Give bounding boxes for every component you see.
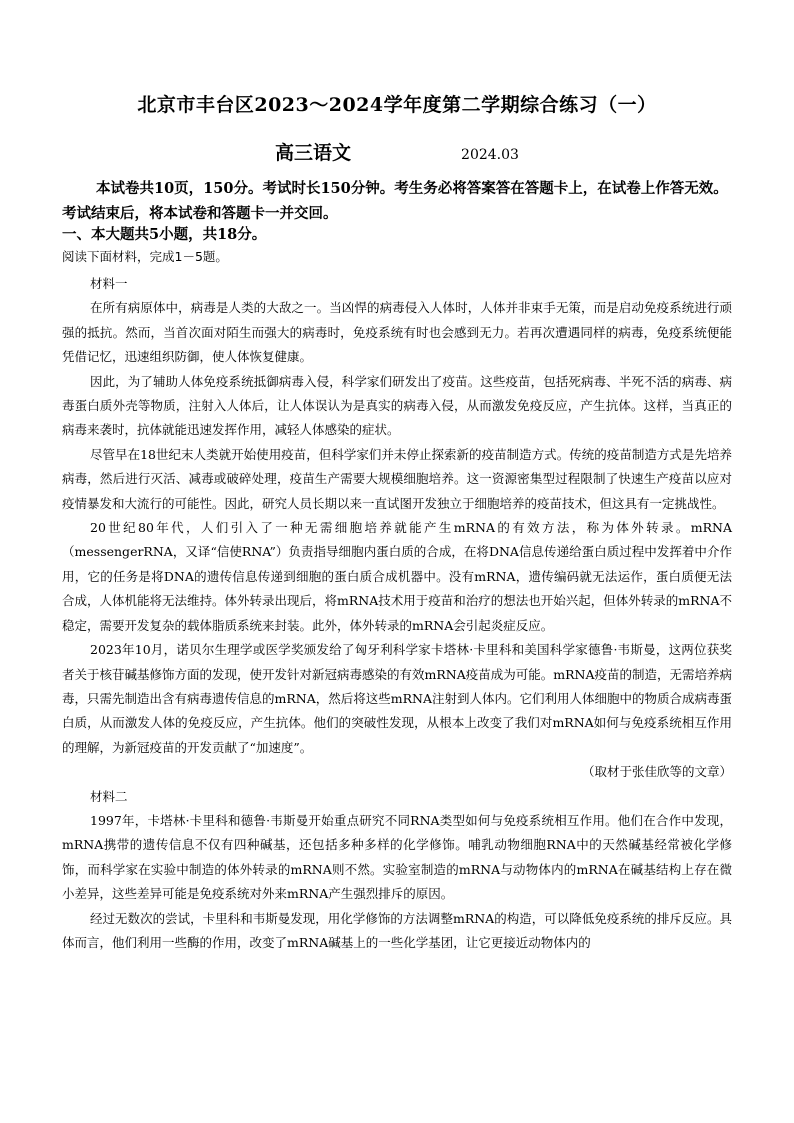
- material-two-label: 材料二: [90, 788, 128, 804]
- section-title: 一、本大题共5小题，共18分。: [62, 226, 267, 243]
- reading-instruction: 阅读下面材料，完成1－5题。: [62, 249, 228, 264]
- material-one-paragraph: 20世纪80年代，人们引入了一种无需细胞培养就能产生mRNA的有效方法，称为体外转录。mRNA（messengerRNA，又译“信使RNA”）负责指导细胞内蛋白质的合成，在将DNA信息传递给蛋白质过程中发挥着中介作用，它的任务是将DNA的遗传信息传递到细胞的蛋白质合成机器中。没有mRNA，遗传编码就无法运作，蛋白质便无法合成，人体机能将无法维持。体外转录出现后，将mRNA技术用于疫苗和治疗的想法也开始兴起，但体外转录的mRNA不稳定，需要开发复杂的载体脂质系统来封装。此外，体外转录的mRNA会引起炎症反应。: [62, 520, 732, 633]
- material-one-label: 材料一: [90, 276, 128, 291]
- subject-label: 高三语文: [275, 142, 352, 164]
- material-one-source: （取材于张佳欣等的文章）: [581, 764, 732, 780]
- material-one-paragraph: 因此，为了辅助人体免疫系统抵御病毒入侵，科学家们研发出了疫苗。这些疫苗，包括死病毒、半死不活的病毒、病毒蛋白质外壳等物质，注射入人体后，让人体误认为是真实的病毒入侵，从而激发免疫反应，产生抗体。这样，当真正的病毒来袭时，抗体就能迅速发挥作用，减轻人体感染的症状。: [62, 373, 732, 438]
- exam-subtitle: [0, 138, 794, 165]
- material-two-paragraph: 经过无数次的尝试，卡里科和韦斯曼发现，用化学修饰的方法调整mRNA的构造，可以降低免疫系统的排斥反应。具体而言，他们利用一些酶的作用，改变了mRNA碱基上的一些化学基团，让它更接近动物体内的: [62, 910, 732, 950]
- material-two-paragraph: 1997年，卡塔林·卡里科和德鲁·韦斯曼开始重点研究不同RNA类型如何与免疫系统相互作用。他们在合作中发现，mRNA携带的遗传信息不仅有四种碱基，还包括多种多样的化学修饰。哺乳动物细胞RNA中的天然碱基经常被化学修饰，而科学家在实验中制造的体外转录的mRNA则不然。实验室制造的mRNA与动物体内的mRNA在碱基结构上存在微小差异，这些差异可能是免疫系统对外来mRNA产生强烈排斥的原因。: [62, 812, 732, 902]
- exam-intro: 本试卷共10页，150分。考试时长150分钟。考生务必将答案答在答题卡上，在试卷上作答无效。考试结束后，将本试卷和答题卡一并交回。: [62, 180, 728, 222]
- reading-materials: [62, 272, 732, 955]
- exam-title: 北京市丰台区2023～2024学年度第二学期综合练习（一）: [137, 94, 657, 116]
- material-one-paragraph: 在所有病原体中，病毒是人类的大敌之一。当凶悍的病毒侵入人体时，人体并非束手无策，而是启动免疫系统进行顽强的抵抗。然而，当首次面对陌生而强大的病毒时，免疫系统有时也会感到无力。若再次遭遇同样的病毒，免疫系统便能凭借记忆，迅速组织防御，使人体恢复健康。: [62, 300, 732, 365]
- exam-date: 2024.03: [461, 147, 519, 163]
- material-one-paragraph: 2023年10月，诺贝尔生理学或医学奖颁发给了匈牙利科学家卡塔林·卡里科和美国科学家德鲁·韦斯曼，这两位获奖者关于核苷碱基修饰方面的发现，使开发针对新冠病毒感染的有效mRNA疫苗成为可能。mRNA疫苗的制造，无需培养病毒，只需先制造出含有病毒遗传信息的mRNA，然后将这些mRNA注射到人体内。它们利用人体细胞中的物质合成病毒蛋白质，从而激发人体的免疫反应，产生抗体。他们的突破性发现，从根本上改变了我们对mRNA如何与免疫系统相互作用的理解，为新冠疫苗的开发贡献了“加速度”。: [62, 642, 732, 755]
- material-one-paragraph: 尽管早在18世纪末人类就开始使用疫苗，但科学家们并未停止探索新的疫苗制造方式。传统的疫苗制造方式是先培养病毒，然后进行灭活、减毒或破碎处理，疫苗生产需要大规模细胞培养。这一资源密集型过程限制了快速生产疫苗以应对疫情暴发和大流行的可能性。因此，研究人员长期以来一直试图开发独立于细胞培养的疫苗技术，但这具有一定挑战性。: [62, 446, 732, 511]
